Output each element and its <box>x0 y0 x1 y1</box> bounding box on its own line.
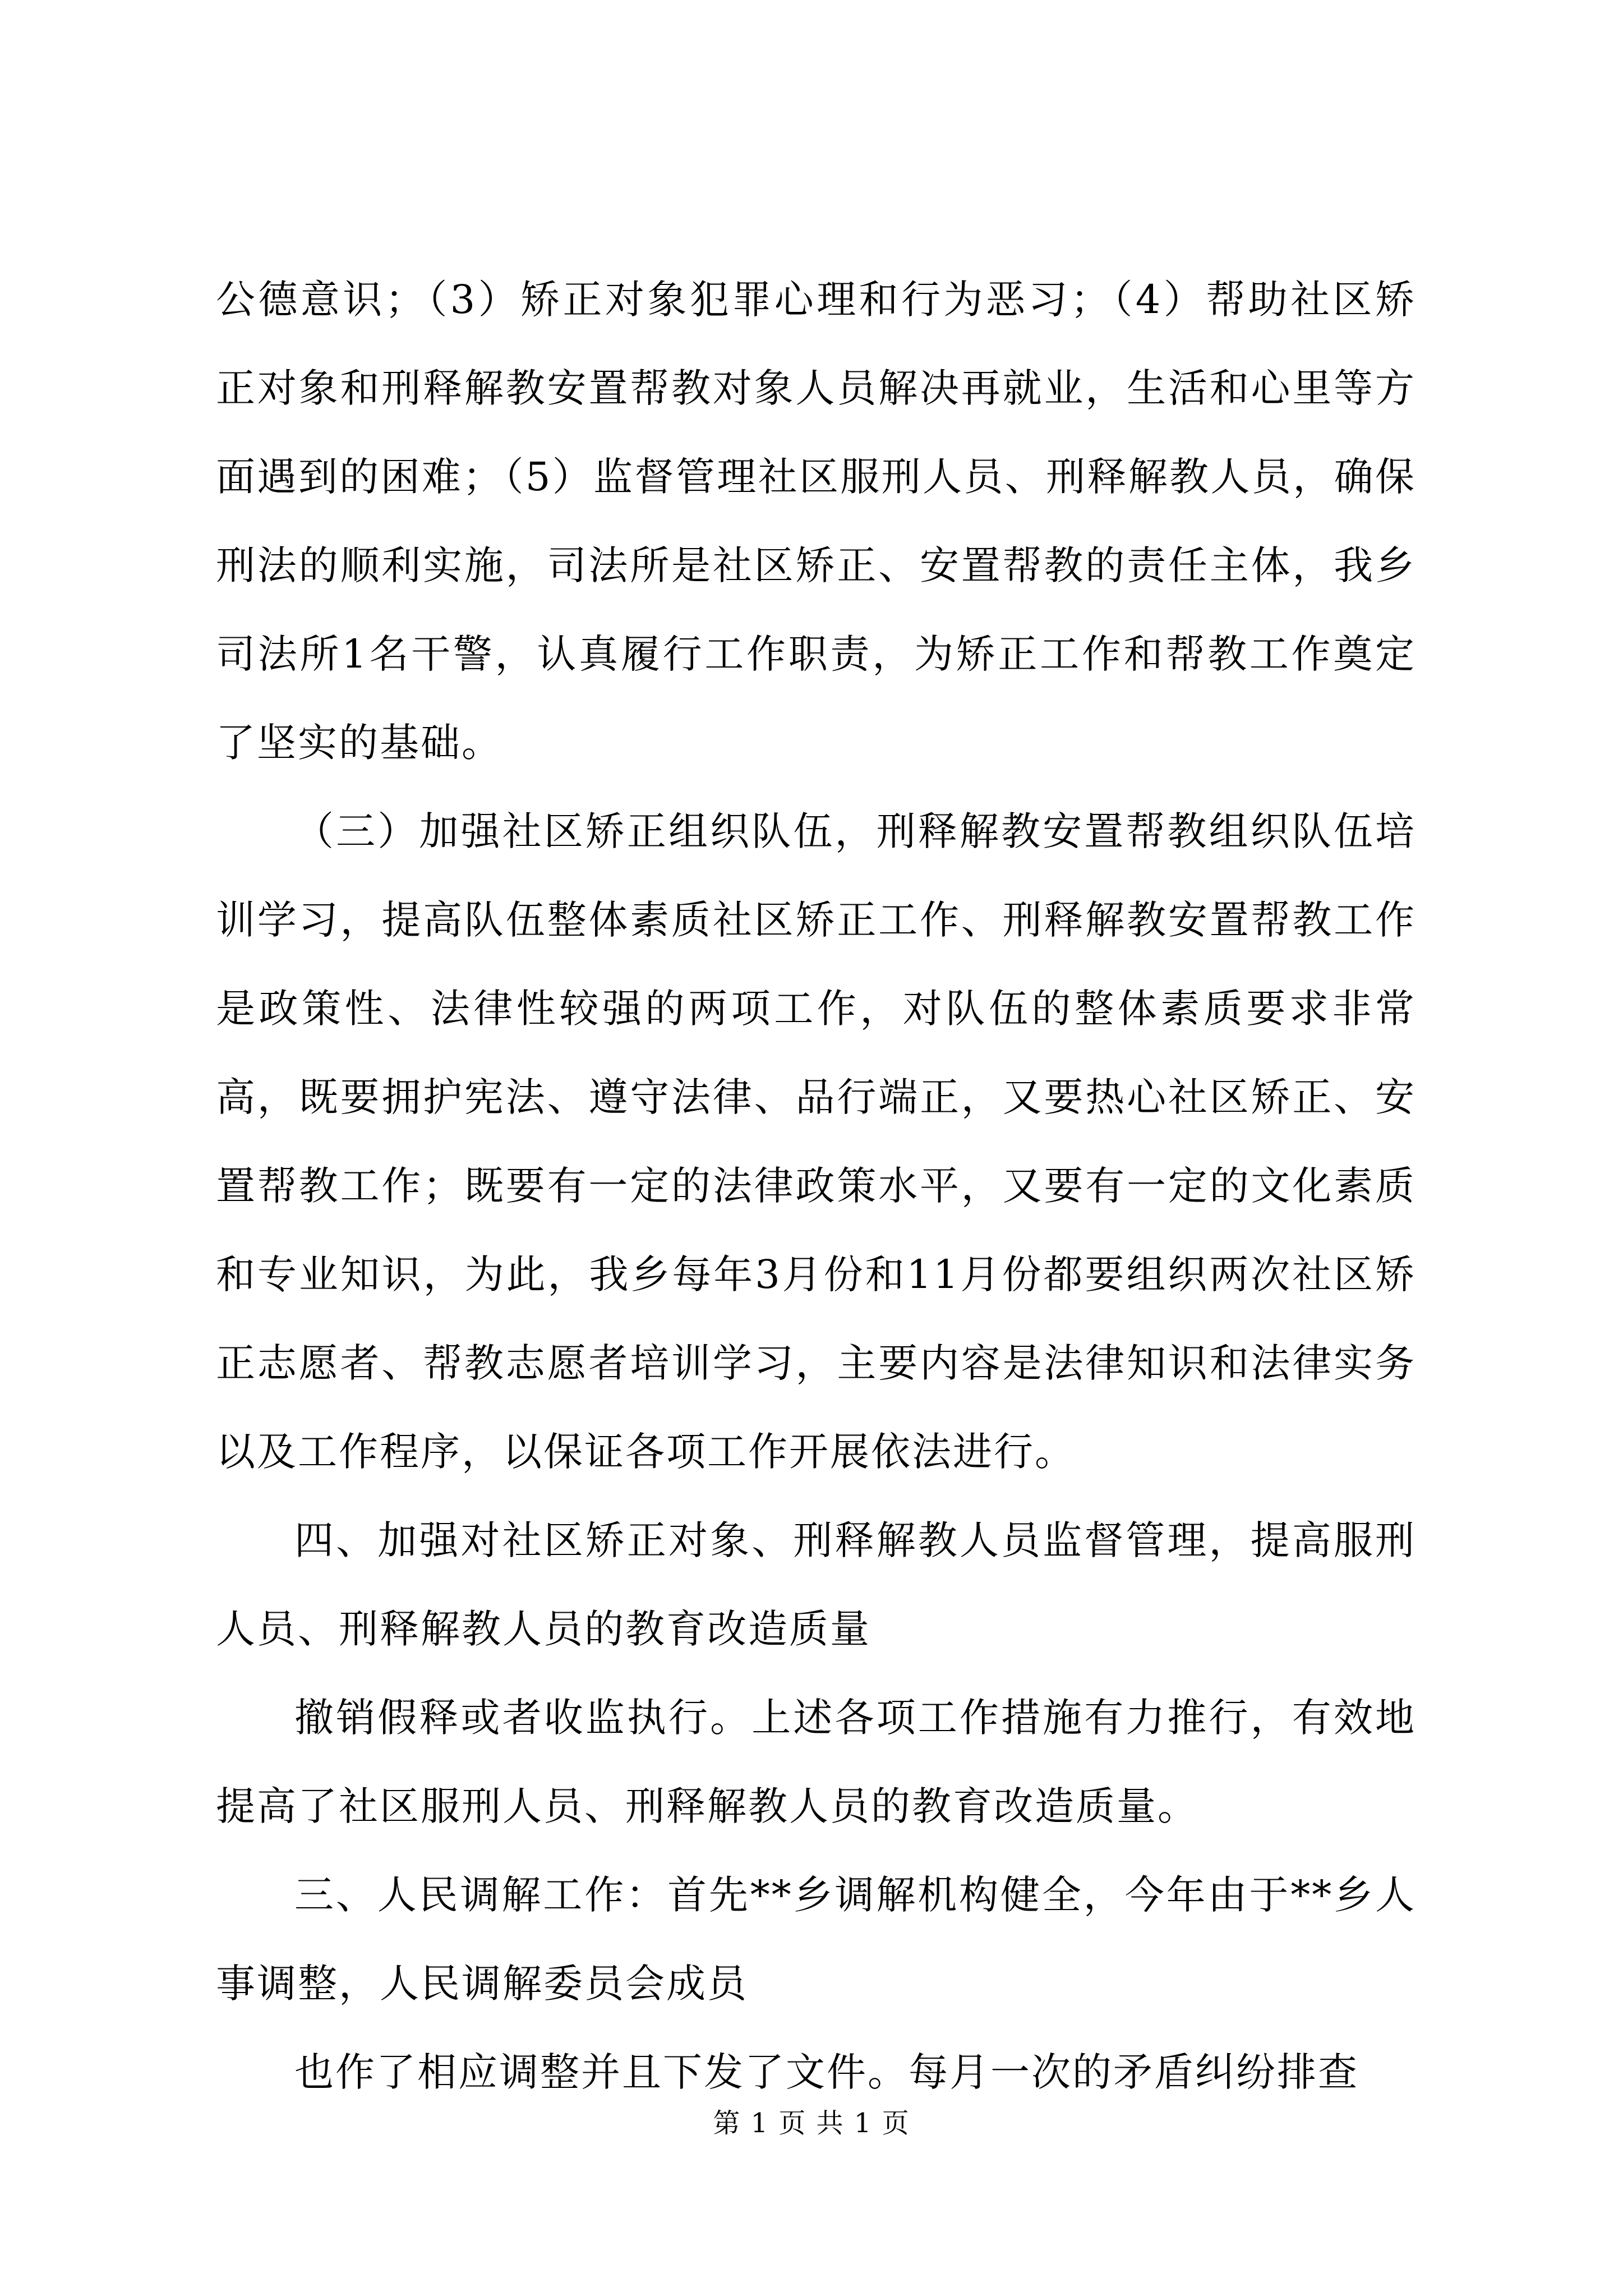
paragraph-6: 也作了相应调整并且下发了文件。每月一次的矛盾纠纷排查 <box>294 2049 1359 2095</box>
paragraph-1: 公德意识；（3）矫正对象犯罪心理和行为恶习；（4）帮助社区矫正对象和刑释解教安置帮教对象人员解决再就业，生活和心里等方面遇到的困难；（5）监督管理社区服刑人员、刑释解教人员，确保刑法的顺利实施，司法所是社区矫正、安置帮教的责任主体，我乡司法所1名干警，认真履行工作职责，为矫正工作和帮教工作奠定了坚实的基础。 <box>216 277 1416 766</box>
document-body <box>216 255 1416 2116</box>
paragraph-4: 撤销假释或者收监执行。上述各项工作措施有力推行，有效地提高了社区服刑人员、刑释解教人员的教育改造质量。 <box>216 1695 1416 1829</box>
paragraph-2: （三）加强社区矫正组织队伍，刑释解教安置帮教组织队伍培训学习，提高队伍整体素质社区矫正工作、刑释解教安置帮教工作是政策性、法律性较强的两项工作，对队伍的整体素质要求非常高，既要拥护宪法、遵守法律、品行端正，又要热心社区矫正、安置帮教工作；既要有一定的法律政策水平，又要有一定的文化素质和专业知识，为此，我乡每年3月份和11月份都要组织两次社区矫正志愿者、帮教志愿者培训学习，主要内容是法律知识和法律实务以及工作程序，以保证各项工作开展依法进行。 <box>216 808 1416 1475</box>
page-footer: 第 1 页 共 1 页 <box>713 2108 910 2139</box>
paragraph-3-heading: 四、加强对社区矫正对象、刑释解教人员监督管理，提高服刑人员、刑释解教人员的教育改造质量 <box>216 1517 1416 1652</box>
paragraph-5: 三、人民调解工作：首先**乡调解机构健全，今年由于**乡人事调整，人民调解委员会成员 <box>216 1872 1416 2007</box>
